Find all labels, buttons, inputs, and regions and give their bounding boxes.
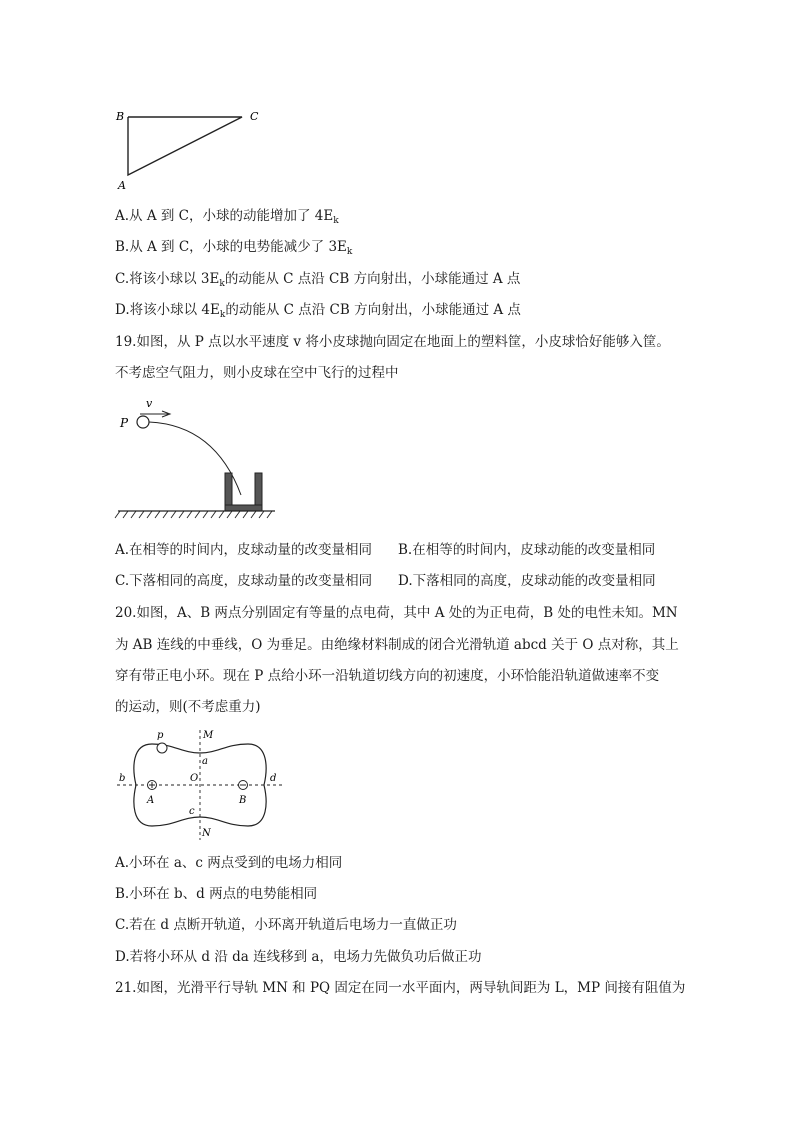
q19-option-b: B.在相等的时间内，皮球动能的改变量相同 [398, 542, 656, 558]
q20-option-a: A.小环在 a、c 两点受到的电场力相同 [115, 855, 343, 871]
triangle-label-a: A [118, 179, 126, 192]
q20-option-d: D.若将小环从 d 沿 da 连线移到 a，电场力先做负功后做正功 [115, 949, 482, 965]
q18-option-d: D.将该小球以 $4E_k$的动能从 C 点沿 CB 方向射出，小球能通过 A 点 [115, 302, 521, 320]
label-d-point: d [270, 773, 277, 784]
q20-option-c: C.若在 d 点断开轨道，小环离开轨道后电场力一直做正功 [115, 917, 457, 933]
q18-option-b: B.从 A 到 C，小球的电势能减少了 $3E_k$ [115, 239, 353, 257]
label-a-point: a [202, 756, 208, 767]
velocity-label: v [146, 397, 153, 410]
triangle-label-c: C [250, 110, 259, 123]
q21-stem-line-1: 21.如图，光滑平行导轨 MN 和 PQ 固定在同一水平面内，两导轨间距为 L，MP 间接有阻值为 [115, 980, 686, 996]
point-p-label: P [120, 416, 129, 430]
point-p-label: p [157, 730, 164, 741]
label-o: O [190, 773, 199, 784]
q19-stem-line-1: 19.如图，从 P 点以水平速度 v 将小皮球抛向固定在地面上的塑料筐，小皮球恰好能够入筐。 [115, 334, 670, 350]
triangle-label-b: B [116, 110, 125, 123]
label-charge-a: A [147, 795, 155, 806]
q19-option-c: C.下落相同的高度，皮球动量的改变量相同 [115, 573, 373, 589]
label-charge-b: B [239, 795, 247, 806]
ball-icon [137, 416, 149, 428]
ring-icon [157, 743, 167, 753]
q18-option-a: A.从 A 到 C，小球的动能增加了 $4E_k$ [115, 208, 339, 226]
q20-stem-line-3: 穿有带正电小环。现在 P 点给小环一沿轨道切线方向的初速度，小环恰能沿轨道做速率不变 [115, 668, 660, 684]
label-b-point: b [119, 773, 126, 784]
q20-option-b: B.小环在 b、d 两点的电势能相同 [115, 886, 318, 902]
q19-option-d: D.下落相同的高度，皮球动能的改变量相同 [398, 573, 656, 589]
triangle-figure [110, 105, 270, 195]
label-c-point: c [189, 806, 195, 817]
q20-stem-line-4: 的运动，则(不考虑重力) [115, 699, 261, 715]
q19-option-a: A.在相等的时间内，皮球动量的改变量相同 [115, 542, 373, 558]
label-m: M [203, 730, 214, 741]
label-n: N [202, 828, 211, 839]
projectile-figure [110, 395, 280, 525]
track-figure [112, 726, 287, 842]
q20-stem-line-2: 为 AB 连线的中垂线，O 为垂足。由绝缘材料制成的闭合光滑轨道 abcd 关于 O 点对称，其上 [115, 637, 679, 653]
q20-stem-line-1: 20.如图，A、B 两点分别固定有等量的点电荷，其中 A 处的为正电荷，B 处的电性未知。MN [115, 605, 678, 621]
q18-option-c: C.将该小球以 $3E_k$的动能从 C 点沿 CB 方向射出，小球能通过 A 点 [115, 271, 521, 289]
q19-stem-line-2: 不考虑空气阻力，则小皮球在空中飞行的过程中 [115, 365, 399, 381]
